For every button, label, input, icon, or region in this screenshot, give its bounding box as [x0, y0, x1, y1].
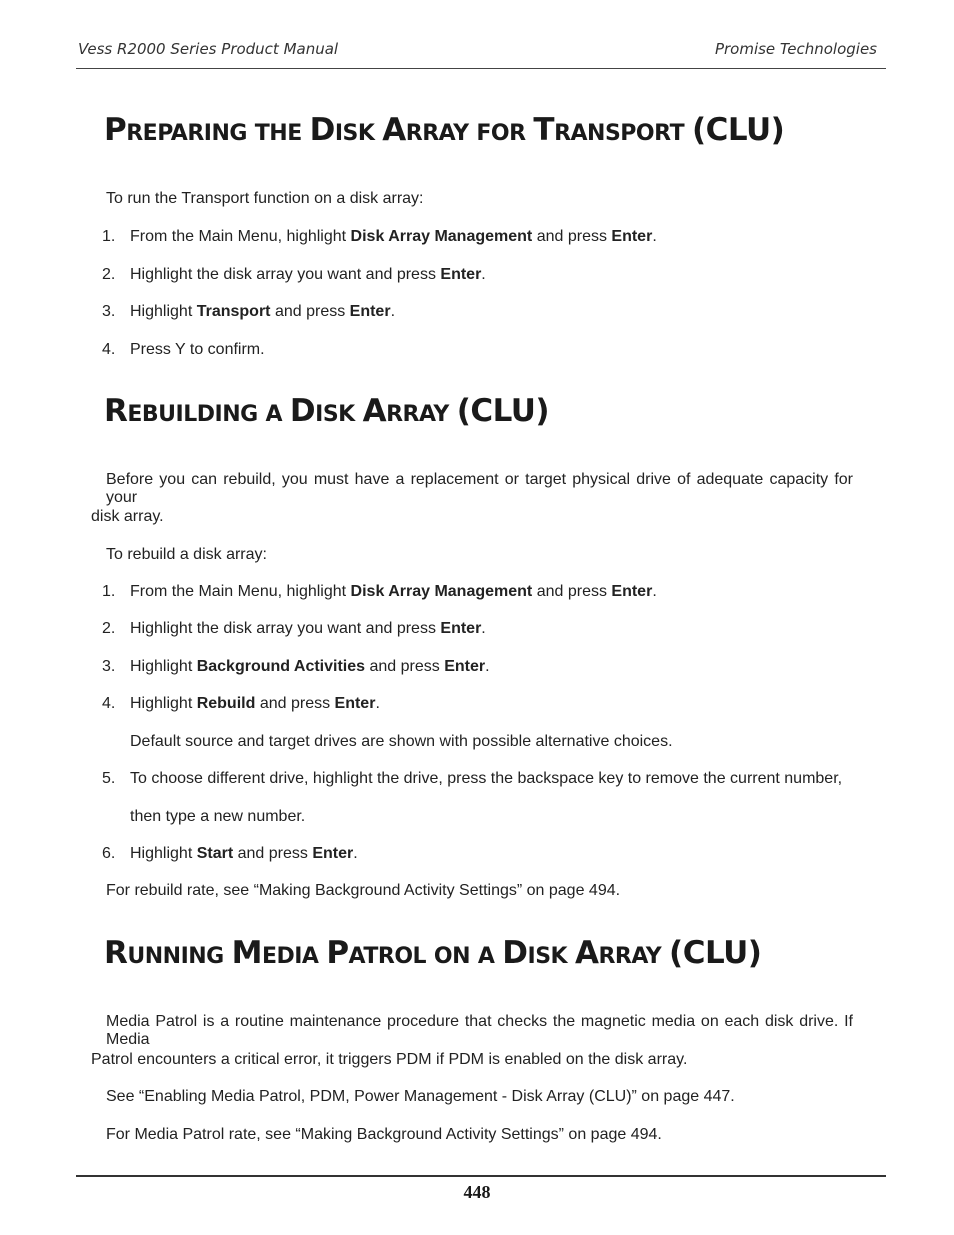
- transport-steps-2-number: 2.: [102, 266, 116, 283]
- heading-word: ARRAY: [574, 935, 662, 971]
- rebuild-step5-line2: then type a new number.: [130, 808, 306, 825]
- rebuild-rate-note: For rebuild rate, see “Making Background Activity Settings” on page 494.: [106, 882, 621, 899]
- rebuild-steps-1-number: 1.: [102, 583, 116, 600]
- ui-term: Transport: [196, 303, 271, 320]
- transport-steps-1-number: 1.: [102, 228, 116, 245]
- heading-word: (CLU): [691, 112, 785, 148]
- patrol-rate-note: For Media Patrol rate, see “Making Background Activity Settings” on page 494.: [106, 1126, 662, 1143]
- header-rule: [76, 68, 886, 69]
- rebuild-steps-2-number: 2.: [102, 620, 116, 637]
- ui-term: Enter: [440, 266, 482, 283]
- heading-word: ON: [433, 944, 471, 969]
- heading-word: ARRAY: [382, 112, 469, 148]
- heading-word: ARRAY: [362, 393, 449, 429]
- heading-word: DISK: [309, 112, 375, 148]
- patrol-see-note: See “Enabling Media Patrol, PDM, Power Management - Disk Array (CLU)” on page 447.: [106, 1088, 735, 1105]
- transport-steps-2-text: Highlight the disk array you want and press Enter.: [130, 266, 486, 283]
- rebuild-step6-number: 6.: [102, 845, 116, 862]
- rebuild-steps-4-text: Highlight Rebuild and press Enter.: [130, 695, 380, 712]
- heading-word: DISK: [502, 935, 568, 971]
- rebuild-steps-2-text: Highlight the disk array you want and press Enter.: [130, 620, 486, 637]
- heading-word: TRANSPORT: [533, 112, 685, 148]
- ui-term: Enter: [611, 583, 653, 600]
- transport-steps-1-text: From the Main Menu, highlight Disk Array Management and press Enter.: [130, 228, 657, 245]
- heading-word: A: [477, 944, 495, 969]
- transport-intro: To run the Transport function on a disk array:: [106, 190, 424, 207]
- running-header-right: Promise Technologies: [714, 40, 877, 58]
- ui-term: Disk Array Management: [350, 228, 533, 245]
- footer-rule: [76, 1175, 886, 1177]
- rebuild-steps-3-number: 3.: [102, 658, 116, 675]
- rebuild-step6-text: Highlight Start and press Enter.: [130, 845, 358, 862]
- heading-word: (CLU): [669, 935, 762, 971]
- heading-word: FOR: [476, 121, 526, 146]
- heading-word: PATROL: [326, 935, 427, 971]
- heading-word: RUNNING: [104, 935, 224, 971]
- ui-term: Enter: [444, 658, 486, 675]
- ui-term: Enter: [611, 228, 653, 245]
- rebuild-intro: To rebuild a disk array:: [106, 546, 267, 563]
- ui-term: Enter: [312, 845, 354, 862]
- heading-word: THE: [254, 121, 302, 146]
- heading-word: DISK: [289, 393, 355, 429]
- ui-term: Disk Array Management: [350, 583, 533, 600]
- ui-term: Enter: [349, 303, 391, 320]
- patrol-para-line2: Patrol encounters a critical error, it triggers PDM if PDM is enabled on the disk array.: [91, 1051, 688, 1068]
- rebuild-step5-line1: To choose different drive, highlight the drive, press the backspace key to remove the current number,: [130, 770, 843, 787]
- ui-term: Start: [196, 845, 234, 862]
- patrol-para-line1: Media Patrol is a routine maintenance procedure that checks the magnetic media on each disk drive. If Media: [106, 1013, 853, 1048]
- transport-steps-4-number: 4.: [102, 341, 116, 358]
- page-number: 448: [463, 1182, 491, 1202]
- heading-word: PREPARING: [104, 112, 247, 148]
- transport-steps-4-text: Press Y to confirm.: [130, 341, 265, 358]
- rebuild-step4-note: Default source and target drives are shown with possible alternative choices.: [130, 733, 673, 750]
- ui-term: Enter: [440, 620, 482, 637]
- heading-word: REBUILDING: [104, 393, 258, 429]
- rebuild-step5-number: 5.: [102, 770, 116, 787]
- heading-media-patrol: [104, 935, 761, 971]
- transport-steps-3-number: 3.: [102, 303, 116, 320]
- rebuild-para-line2: disk array.: [91, 508, 164, 525]
- heading-word: MEDIA: [231, 935, 319, 971]
- heading-word: A: [265, 402, 283, 427]
- ui-term: Background Activities: [196, 658, 366, 675]
- rebuild-steps-4-number: 4.: [102, 695, 116, 712]
- heading-word: (CLU): [456, 393, 550, 429]
- transport-steps-3-text: Highlight Transport and press Enter.: [130, 303, 396, 320]
- running-header-left: Vess R2000 Series Product Manual: [78, 40, 339, 58]
- heading-rebuild: [104, 393, 549, 429]
- rebuild-steps-1-text: From the Main Menu, highlight Disk Array Management and press Enter.: [130, 583, 657, 600]
- heading-transport: [104, 112, 784, 148]
- rebuild-para-line1: Before you can rebuild, you must have a replacement or target physical drive of adequate capacity for your: [106, 471, 853, 506]
- rebuild-steps-3-text: Highlight Background Activities and press Enter.: [130, 658, 490, 675]
- ui-term: Enter: [334, 695, 376, 712]
- ui-term: Rebuild: [196, 695, 256, 712]
